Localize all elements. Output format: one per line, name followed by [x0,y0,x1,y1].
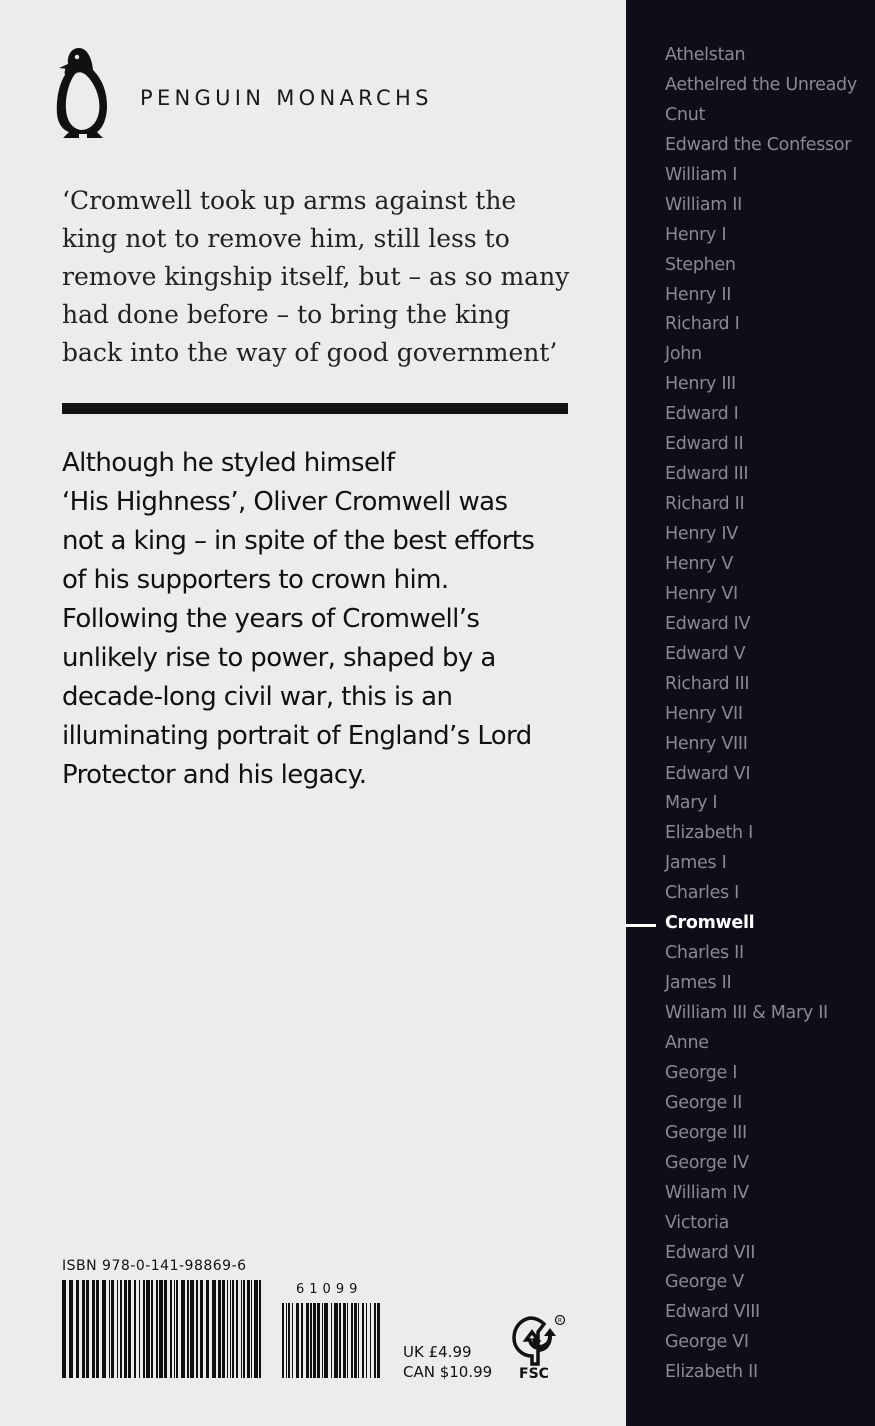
quote-line: ‘Cromwell took up arms against the [62,186,517,215]
monarch-item: Athelstan [665,45,746,65]
monarch-item: Anne [665,1032,709,1053]
monarch-item: William II [665,194,743,215]
monarch-list [665,41,857,1388]
monarch-item: Elizabeth II [665,1362,758,1383]
monarch-item: Richard I [665,314,740,335]
quote-line: king not to remove him, still less to [62,224,510,253]
monarch-item: Richard II [665,494,745,515]
blurb-line: not a king – in spite of the best efforts [62,526,535,556]
monarch-item: Henry IV [665,524,738,544]
monarch-item: Henry V [665,553,734,574]
fsc-label: FSC [519,1366,549,1380]
monarch-item: Edward II [665,434,744,455]
monarch-item: Edward III [665,464,749,485]
monarch-item: Edward VII [665,1242,756,1263]
monarch-item: William III & Mary II [665,1003,828,1023]
monarch-item: George IV [665,1152,749,1173]
monarch-item: William I [665,164,738,185]
price-block [403,1342,492,1382]
monarch-item: George III [665,1122,747,1143]
divider-rule [62,403,568,414]
blurb-line: unlikely rise to power, shaped by a [62,643,496,673]
monarch-item: Edward IV [665,613,751,634]
barcode-icon [62,1280,262,1378]
monarch-item: George VI [665,1332,749,1353]
blurb-line: of his supporters to crown him. [62,565,449,595]
quote-line: back into the way of good government’ [62,338,558,367]
monarch-item: Aethelred the Unready [665,74,857,95]
current-monarch-marker [626,924,656,927]
monarch-item: Henry III [665,374,736,395]
monarch-item: Edward VI [665,763,751,784]
monarch-item: James I [665,853,727,874]
monarch-item: George II [665,1092,742,1113]
monarch-item: Cnut [665,104,706,125]
price-code: 61099 [296,1282,363,1297]
monarch-item: Henry VI [665,583,738,604]
monarch-item: George I [665,1062,738,1083]
monarch-item: Charles II [665,943,744,964]
blurb-line: Protector and his legacy. [62,760,367,790]
monarch-item: Elizabeth I [665,823,753,844]
isbn-number: ISBN 978-0-141-98869-6 [62,1258,247,1274]
monarch-item: Henry I [665,224,727,245]
monarch-item: Edward I [665,404,739,425]
monarch-item: Henry VII [665,703,743,724]
addon-barcode-icon [282,1303,382,1378]
monarch-item: Richard III [665,673,750,694]
blurb-line: decade-long civil war, this is an [62,682,453,712]
monarch-item: William IV [665,1182,749,1203]
svg-text:R: R [557,1317,563,1325]
quote-line: had done before – to bring the king [62,300,511,329]
monarch-item: Edward V [665,643,746,664]
monarch-item: James II [665,973,732,994]
monarch-item: Edward VIII [665,1302,760,1323]
price-uk: UK £4.99 [403,1343,472,1361]
blurb-line: ‘His Highness’, Oliver Cromwell was [62,487,508,517]
monarch-item: Edward the Confessor [665,134,852,155]
monarch-item: Stephen [665,254,736,275]
series-title: PENGUIN MONARCHS [140,86,433,110]
monarch-item: John [665,344,702,365]
monarch-item: Henry VIII [665,733,748,754]
monarch-item: Henry II [665,284,732,305]
monarch-item: George V [665,1272,744,1293]
quote-line: remove kingship itself, but – as so many [62,262,570,291]
blurb-line: illuminating portrait of England’s Lord [62,721,532,751]
blurb-line: Following the years of Cromwell’s [62,604,480,634]
monarch-item: Victoria [665,1212,730,1233]
blurb-line: Although he styled himself [62,448,395,478]
fsc-logo-icon [510,1314,568,1380]
penguin-logo-icon [55,44,111,142]
monarch-item: Mary I [665,793,718,814]
book-blurb [62,444,607,795]
pull-quote [62,182,582,372]
price-can: CAN $10.99 [403,1363,493,1381]
monarch-item: Charles I [665,883,739,904]
monarch-item-current: Cromwell [665,913,755,934]
